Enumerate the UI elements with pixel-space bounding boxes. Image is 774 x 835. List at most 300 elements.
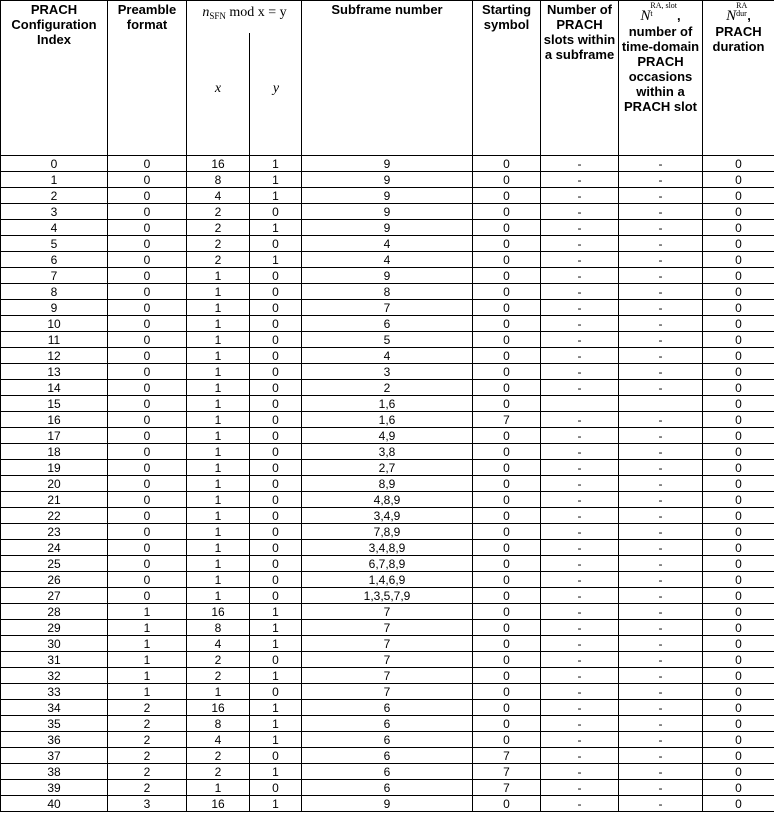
cell-starting-symbol: 0 <box>473 284 541 300</box>
cell-num-occasions: - <box>619 412 703 428</box>
cell-duration: 0 <box>703 508 774 524</box>
cell-preamble-format: 1 <box>108 620 187 636</box>
cell-config-index: 7 <box>1 268 108 284</box>
cell-starting-symbol: 0 <box>473 460 541 476</box>
cell-num-slots: - <box>541 620 619 636</box>
cell-duration: 0 <box>703 780 774 796</box>
header-preamble-format: Preamble format <box>108 1 187 156</box>
cell-num-occasions: - <box>619 188 703 204</box>
cell-x: 1 <box>187 476 250 492</box>
cell-y: 0 <box>250 348 302 364</box>
table-row <box>1 716 774 732</box>
cell-num-occasions: - <box>619 364 703 380</box>
cell-num-slots: - <box>541 252 619 268</box>
cell-duration: 0 <box>703 796 774 812</box>
cell-x: 1 <box>187 524 250 540</box>
cell-y: 1 <box>250 604 302 620</box>
cell-x: 1 <box>187 268 250 284</box>
cell-starting-symbol: 0 <box>473 572 541 588</box>
cell-num-occasions: - <box>619 172 703 188</box>
cell-config-index: 27 <box>1 588 108 604</box>
cell-num-occasions: - <box>619 684 703 700</box>
cell-num-occasions: - <box>619 588 703 604</box>
cell-starting-symbol: 0 <box>473 444 541 460</box>
cell-y: 0 <box>250 332 302 348</box>
cell-starting-symbol: 0 <box>473 316 541 332</box>
cell-preamble-format: 2 <box>108 748 187 764</box>
cell-config-index: 23 <box>1 524 108 540</box>
cell-num-occasions: - <box>619 652 703 668</box>
cell-config-index: 31 <box>1 652 108 668</box>
cell-num-slots: - <box>541 156 619 172</box>
cell-starting-symbol: 7 <box>473 780 541 796</box>
cell-num-occasions: - <box>619 700 703 716</box>
cell-starting-symbol: 0 <box>473 268 541 284</box>
cell-subframe-number: 7 <box>302 300 473 316</box>
cell-duration: 0 <box>703 604 774 620</box>
cell-num-occasions: - <box>619 252 703 268</box>
cell-x: 1 <box>187 428 250 444</box>
table-row <box>1 300 774 316</box>
cell-subframe-number: 3,8 <box>302 444 473 460</box>
cell-config-index: 36 <box>1 732 108 748</box>
cell-num-occasions: - <box>619 444 703 460</box>
cell-x: 1 <box>187 588 250 604</box>
cell-x: 16 <box>187 604 250 620</box>
cell-num-slots: - <box>541 316 619 332</box>
cell-subframe-number: 6 <box>302 700 473 716</box>
cell-starting-symbol: 0 <box>473 492 541 508</box>
cell-x: 2 <box>187 252 250 268</box>
cell-y: 0 <box>250 540 302 556</box>
table-row <box>1 220 774 236</box>
table-row <box>1 732 774 748</box>
cell-duration: 0 <box>703 556 774 572</box>
cell-duration: 0 <box>703 732 774 748</box>
cell-num-occasions: - <box>619 204 703 220</box>
cell-num-slots: - <box>541 204 619 220</box>
cell-num-occasions: - <box>619 716 703 732</box>
cell-num-slots: - <box>541 636 619 652</box>
cell-x: 1 <box>187 300 250 316</box>
cell-subframe-number: 9 <box>302 172 473 188</box>
table-row <box>1 604 774 620</box>
cell-config-index: 30 <box>1 636 108 652</box>
table-row <box>1 540 774 556</box>
table-row <box>1 508 774 524</box>
cell-y: 0 <box>250 492 302 508</box>
cell-config-index: 16 <box>1 412 108 428</box>
cell-config-index: 9 <box>1 300 108 316</box>
cell-subframe-number: 7 <box>302 620 473 636</box>
table-row <box>1 444 774 460</box>
cell-num-slots: - <box>541 412 619 428</box>
cell-num-slots: - <box>541 684 619 700</box>
cell-config-index: 2 <box>1 188 108 204</box>
cell-num-occasions: - <box>619 796 703 812</box>
cell-duration: 0 <box>703 684 774 700</box>
cell-num-slots: - <box>541 476 619 492</box>
cell-preamble-format: 2 <box>108 780 187 796</box>
cell-starting-symbol: 0 <box>473 540 541 556</box>
cell-config-index: 1 <box>1 172 108 188</box>
cell-preamble-format: 0 <box>108 236 187 252</box>
table-row <box>1 780 774 796</box>
cell-duration: 0 <box>703 620 774 636</box>
cell-duration: 0 <box>703 716 774 732</box>
cell-y: 1 <box>250 220 302 236</box>
table-row <box>1 460 774 476</box>
cell-subframe-number: 7 <box>302 684 473 700</box>
cell-duration: 0 <box>703 252 774 268</box>
cell-duration: 0 <box>703 524 774 540</box>
cell-duration: 0 <box>703 156 774 172</box>
cell-y: 1 <box>250 764 302 780</box>
header-starting-symbol: Starting symbol <box>473 1 541 156</box>
cell-y: 0 <box>250 316 302 332</box>
cell-num-occasions: - <box>619 508 703 524</box>
cell-y: 0 <box>250 380 302 396</box>
cell-preamble-format: 0 <box>108 556 187 572</box>
cell-starting-symbol: 0 <box>473 220 541 236</box>
cell-y: 0 <box>250 236 302 252</box>
cell-subframe-number: 1,3,5,7,9 <box>302 588 473 604</box>
cell-y: 0 <box>250 556 302 572</box>
cell-duration: 0 <box>703 220 774 236</box>
header-x: x <box>214 81 222 96</box>
cell-num-occasions: - <box>619 476 703 492</box>
cell-preamble-format: 0 <box>108 380 187 396</box>
cell-y: 1 <box>250 700 302 716</box>
cell-num-occasions: - <box>619 780 703 796</box>
cell-preamble-format: 0 <box>108 508 187 524</box>
cell-starting-symbol: 0 <box>473 252 541 268</box>
cell-num-slots: - <box>541 796 619 812</box>
cell-y: 1 <box>250 172 302 188</box>
cell-x: 16 <box>187 700 250 716</box>
cell-duration: 0 <box>703 476 774 492</box>
cell-y: 0 <box>250 748 302 764</box>
cell-config-index: 40 <box>1 796 108 812</box>
cell-num-slots: - <box>541 524 619 540</box>
cell-y: 0 <box>250 284 302 300</box>
cell-starting-symbol: 0 <box>473 380 541 396</box>
header-num-prach-slots: Number of PRACH slots within a subframe <box>541 1 619 156</box>
cell-config-index: 18 <box>1 444 108 460</box>
cell-x: 16 <box>187 156 250 172</box>
cell-duration: 0 <box>703 460 774 476</box>
table-row <box>1 668 774 684</box>
cell-num-slots: - <box>541 428 619 444</box>
cell-subframe-number: 9 <box>302 220 473 236</box>
cell-x: 1 <box>187 460 250 476</box>
cell-config-index: 17 <box>1 428 108 444</box>
cell-num-slots: - <box>541 556 619 572</box>
table-row <box>1 412 774 428</box>
cell-num-slots: - <box>541 588 619 604</box>
cell-num-occasions: - <box>619 748 703 764</box>
cell-x: 1 <box>187 284 250 300</box>
table-row <box>1 748 774 764</box>
table-row <box>1 572 774 588</box>
cell-subframe-number: 7 <box>302 668 473 684</box>
cell-y: 1 <box>250 716 302 732</box>
cell-duration: 0 <box>703 380 774 396</box>
cell-preamble-format: 3 <box>108 796 187 812</box>
cell-num-slots: - <box>541 652 619 668</box>
cell-config-index: 39 <box>1 780 108 796</box>
cell-subframe-number: 5 <box>302 332 473 348</box>
cell-preamble-format: 0 <box>108 364 187 380</box>
cell-duration: 0 <box>703 764 774 780</box>
cell-duration: 0 <box>703 412 774 428</box>
cell-num-slots: - <box>541 300 619 316</box>
cell-x: 4 <box>187 732 250 748</box>
cell-y: 0 <box>250 684 302 700</box>
cell-preamble-format: 0 <box>108 540 187 556</box>
cell-preamble-format: 0 <box>108 204 187 220</box>
cell-subframe-number: 3 <box>302 364 473 380</box>
cell-y: 0 <box>250 508 302 524</box>
cell-config-index: 26 <box>1 572 108 588</box>
cell-duration: 0 <box>703 572 774 588</box>
cell-x: 2 <box>187 764 250 780</box>
cell-duration: 0 <box>703 236 774 252</box>
cell-x: 2 <box>187 748 250 764</box>
cell-config-index: 24 <box>1 540 108 556</box>
table-row <box>1 204 774 220</box>
cell-x: 1 <box>187 332 250 348</box>
cell-starting-symbol: 0 <box>473 684 541 700</box>
cell-subframe-number: 4,8,9 <box>302 492 473 508</box>
table-body <box>1 156 774 812</box>
cell-duration: 0 <box>703 540 774 556</box>
cell-subframe-number: 6 <box>302 780 473 796</box>
table-row <box>1 316 774 332</box>
cell-x: 2 <box>187 668 250 684</box>
cell-num-occasions: - <box>619 732 703 748</box>
cell-config-index: 3 <box>1 204 108 220</box>
cell-num-occasions: - <box>619 284 703 300</box>
table-row <box>1 684 774 700</box>
cell-num-slots: - <box>541 604 619 620</box>
cell-starting-symbol: 0 <box>473 204 541 220</box>
cell-num-occasions: - <box>619 316 703 332</box>
cell-num-slots: - <box>541 732 619 748</box>
cell-duration: 0 <box>703 444 774 460</box>
cell-subframe-number: 8 <box>302 284 473 300</box>
cell-y: 0 <box>250 524 302 540</box>
cell-duration: 0 <box>703 284 774 300</box>
cell-subframe-number: 4 <box>302 236 473 252</box>
cell-num-slots: - <box>541 748 619 764</box>
cell-starting-symbol: 0 <box>473 732 541 748</box>
cell-subframe-number: 2 <box>302 380 473 396</box>
cell-config-index: 20 <box>1 476 108 492</box>
cell-num-slots: - <box>541 508 619 524</box>
cell-num-occasions: - <box>619 460 703 476</box>
cell-num-occasions: - <box>619 428 703 444</box>
cell-y: 0 <box>250 572 302 588</box>
cell-starting-symbol: 0 <box>473 524 541 540</box>
cell-config-index: 32 <box>1 668 108 684</box>
cell-preamble-format: 1 <box>108 636 187 652</box>
cell-preamble-format: 0 <box>108 268 187 284</box>
table-row <box>1 252 774 268</box>
cell-preamble-format: 0 <box>108 300 187 316</box>
cell-preamble-format: 0 <box>108 588 187 604</box>
table-row <box>1 700 774 716</box>
cell-subframe-number: 4,9 <box>302 428 473 444</box>
cell-num-occasions: - <box>619 220 703 236</box>
cell-x: 1 <box>187 492 250 508</box>
cell-num-slots: - <box>541 764 619 780</box>
cell-x: 1 <box>187 540 250 556</box>
header-y: y <box>272 81 280 96</box>
cell-y: 1 <box>250 732 302 748</box>
cell-num-occasions: - <box>619 764 703 780</box>
table-row <box>1 348 774 364</box>
cell-x: 1 <box>187 572 250 588</box>
cell-num-occasions: - <box>619 300 703 316</box>
cell-subframe-number: 6 <box>302 316 473 332</box>
cell-num-occasions: - <box>619 492 703 508</box>
cell-config-index: 34 <box>1 700 108 716</box>
cell-preamble-format: 0 <box>108 460 187 476</box>
cell-starting-symbol: 0 <box>473 236 541 252</box>
cell-num-slots: - <box>541 220 619 236</box>
cell-x: 1 <box>187 684 250 700</box>
cell-config-index: 6 <box>1 252 108 268</box>
cell-x: 1 <box>187 396 250 412</box>
cell-preamble-format: 0 <box>108 524 187 540</box>
cell-preamble-format: 0 <box>108 428 187 444</box>
cell-duration: 0 <box>703 492 774 508</box>
cell-y: 0 <box>250 364 302 380</box>
cell-num-slots: - <box>541 348 619 364</box>
table-row <box>1 364 774 380</box>
cell-config-index: 0 <box>1 156 108 172</box>
cell-subframe-number: 9 <box>302 796 473 812</box>
cell-num-slots: - <box>541 716 619 732</box>
cell-config-index: 35 <box>1 716 108 732</box>
cell-subframe-number: 1,6 <box>302 412 473 428</box>
cell-duration: 0 <box>703 588 774 604</box>
cell-x: 1 <box>187 316 250 332</box>
cell-starting-symbol: 0 <box>473 348 541 364</box>
cell-subframe-number: 9 <box>302 156 473 172</box>
cell-preamble-format: 0 <box>108 284 187 300</box>
cell-config-index: 8 <box>1 284 108 300</box>
header-row <box>1 1 774 156</box>
cell-config-index: 21 <box>1 492 108 508</box>
header-prach-duration: NRA dur, PRACH duration <box>703 1 774 156</box>
cell-num-occasions: - <box>619 540 703 556</box>
cell-num-slots: - <box>541 268 619 284</box>
cell-num-slots: - <box>541 188 619 204</box>
cell-preamble-format: 2 <box>108 700 187 716</box>
cell-num-occasions: - <box>619 620 703 636</box>
cell-subframe-number: 6 <box>302 732 473 748</box>
cell-x: 1 <box>187 556 250 572</box>
cell-duration: 0 <box>703 316 774 332</box>
cell-config-index: 33 <box>1 684 108 700</box>
cell-y: 0 <box>250 268 302 284</box>
cell-starting-symbol: 0 <box>473 428 541 444</box>
cell-y: 1 <box>250 796 302 812</box>
cell-duration: 0 <box>703 428 774 444</box>
cell-starting-symbol: 0 <box>473 364 541 380</box>
cell-x: 8 <box>187 620 250 636</box>
cell-config-index: 12 <box>1 348 108 364</box>
header-subframe-number: Subframe number <box>302 1 473 156</box>
cell-y: 1 <box>250 156 302 172</box>
cell-y: 0 <box>250 476 302 492</box>
cell-config-index: 19 <box>1 460 108 476</box>
cell-subframe-number: 9 <box>302 268 473 284</box>
cell-num-occasions: - <box>619 524 703 540</box>
cell-y: 1 <box>250 188 302 204</box>
cell-x: 1 <box>187 364 250 380</box>
cell-preamble-format: 0 <box>108 396 187 412</box>
cell-duration: 0 <box>703 396 774 412</box>
cell-x: 1 <box>187 508 250 524</box>
cell-preamble-format: 0 <box>108 444 187 460</box>
cell-x: 2 <box>187 652 250 668</box>
cell-starting-symbol: 0 <box>473 604 541 620</box>
cell-num-slots: - <box>541 572 619 588</box>
cell-duration: 0 <box>703 332 774 348</box>
cell-starting-symbol: 0 <box>473 556 541 572</box>
cell-starting-symbol: 0 <box>473 588 541 604</box>
cell-starting-symbol: 7 <box>473 412 541 428</box>
cell-duration: 0 <box>703 652 774 668</box>
cell-config-index: 14 <box>1 380 108 396</box>
cell-x: 4 <box>187 636 250 652</box>
cell-x: 1 <box>187 348 250 364</box>
table-row <box>1 268 774 284</box>
table-row <box>1 156 774 172</box>
table-row <box>1 172 774 188</box>
cell-y: 1 <box>250 252 302 268</box>
cell-y: 0 <box>250 412 302 428</box>
cell-preamble-format: 0 <box>108 156 187 172</box>
cell-starting-symbol: 0 <box>473 188 541 204</box>
table-row <box>1 284 774 300</box>
cell-x: 1 <box>187 780 250 796</box>
cell-y: 0 <box>250 460 302 476</box>
cell-x: 1 <box>187 444 250 460</box>
cell-subframe-number: 7 <box>302 636 473 652</box>
cell-num-slots: - <box>541 332 619 348</box>
table-row <box>1 524 774 540</box>
cell-subframe-number: 2,7 <box>302 460 473 476</box>
cell-num-occasions: - <box>619 348 703 364</box>
cell-preamble-format: 0 <box>108 188 187 204</box>
cell-x: 1 <box>187 412 250 428</box>
cell-preamble-format: 2 <box>108 732 187 748</box>
table-row <box>1 620 774 636</box>
cell-x: 4 <box>187 188 250 204</box>
cell-starting-symbol: 0 <box>473 716 541 732</box>
cell-starting-symbol: 0 <box>473 796 541 812</box>
cell-duration: 0 <box>703 204 774 220</box>
cell-preamble-format: 0 <box>108 412 187 428</box>
cell-y: 0 <box>250 444 302 460</box>
header-sfn-mod <box>187 1 302 156</box>
cell-y: 0 <box>250 780 302 796</box>
table-row <box>1 588 774 604</box>
